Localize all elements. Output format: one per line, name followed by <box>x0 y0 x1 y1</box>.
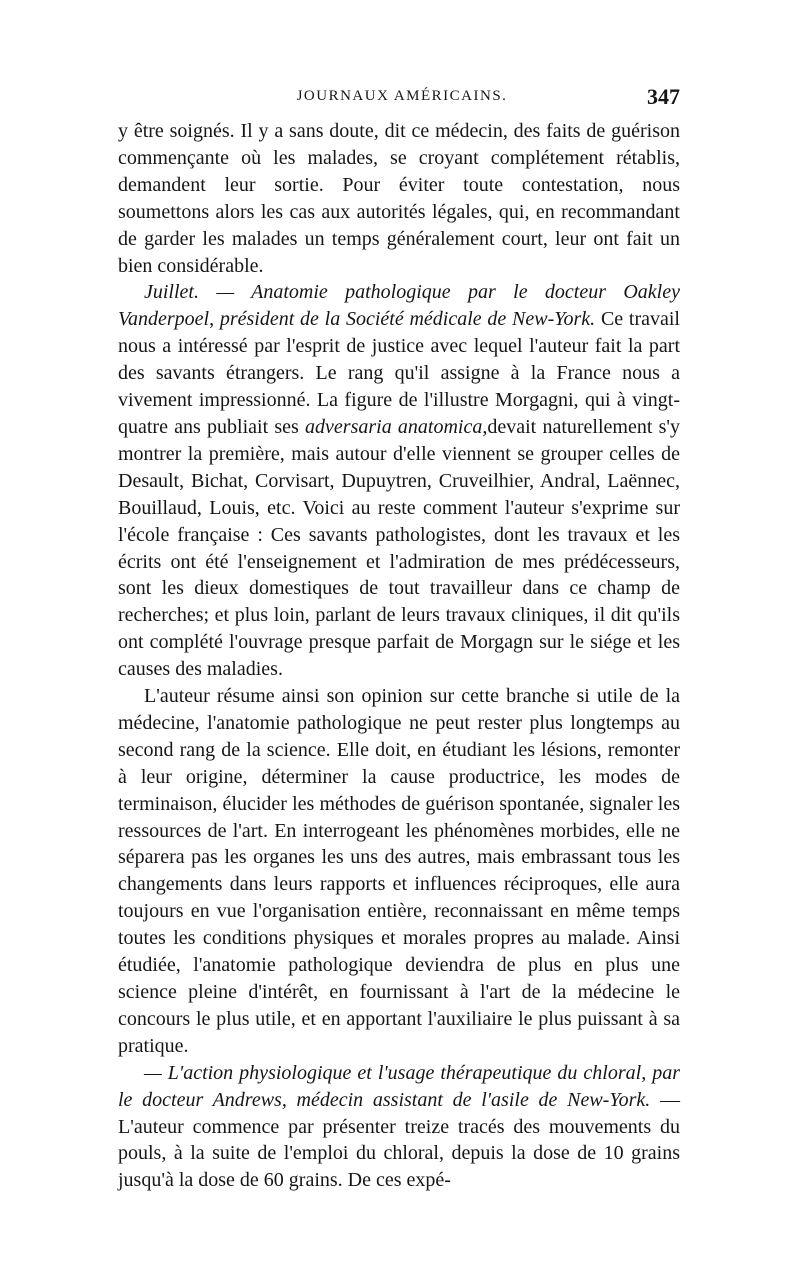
paragraph-2 <box>118 279 680 683</box>
paragraph-4 <box>118 1060 680 1195</box>
paragraph-2-text-2: ,devait naturellement s'y montrer la première, mais autour d'elle viennent se grouper celles de Desault, Bichat, Corvisart, Dupuytren, Cruveilhier, Andral, Laënnec, Bouillaud, Louis, etc. Voici au reste comment l'auteur s'exprime sur l'école française : Ces savants pathologistes, dont les travaux et les écrits ont été l'enseignement et l'admiration de mes prédécesseurs, sont les dieux domestiques de tout travailleur dans ce champ de recherches; et plus loin, parlant de leurs travaux cliniques, il dit qu'ils ont complété l'ouvrage presque parfait de Morgagn sur le siége et les causes des maladies. <box>118 415 680 681</box>
section-heading-juillet: Juillet. — Anatomie pathologique par le docteur Oakley Vanderpoel, président de la Société médicale de New-York. <box>118 281 680 331</box>
running-header <box>118 84 680 114</box>
running-title: JOURNAUX AMÉRICAINS. <box>296 88 508 104</box>
paragraph-4-text: — L'auteur commence par présenter treize tracés des mouvements du pouls, à la suite de l'emploi du chloral, depuis la dose de 10 grains jusqu'à la dose de 60 grains. De ces expé- <box>118 1088 680 1192</box>
page-number: 347 <box>647 84 680 109</box>
paragraph-2-text-1: Ce travail nous a intéressé par l'esprit de justice avec lequel l'auteur fait la part des savants étrangers. Le rang qu'il assigne à la France nous a vivement impressionné. La figure de l'illustre Morgagni, qui à vingt-quatre ans publiait ses <box>118 308 680 438</box>
work-title-adversaria: adversaria anatomica <box>305 415 483 438</box>
body-text <box>118 118 680 1194</box>
section-heading-chloral: — L'action physiologique et l'usage thérapeutique du chloral, par le docteur Andrews, médecin assistant de l'asile de New-York. <box>118 1061 680 1111</box>
paragraph-3: L'auteur résume ainsi son opinion sur cette branche si utile de la médecine, l'anatomie pathologique ne peut rester plus longtemps au second rang de la science. Elle doit, en étudiant les lésions, remonter à leur origine, déterminer la cause productrice, les modes de terminaison, élucider les méthodes de guérison spontanée, signaler les ressources de l'art. En interrogeant les phénomènes morbides, elle ne séparera pas les organes les uns des autres, mais embrassant tous les changements dans leurs rapports et influences réciproques, elle aura toujours en vue l'organisation entière, reconnaissant en même temps toutes les conditions physiques et morales propres au malade. Ainsi étudiée, l'anatomie pathologique deviendra de plus en plus une science pleine d'intérêt, en fournissant à l'art de la médecine le concours le plus utile, et en apportant l'auxiliaire le plus puissant à sa pratique. <box>118 685 680 1057</box>
paragraph-1: y être soignés. Il y a sans doute, dit ce médecin, des faits de guérison commençante où les malades, se croyant complétement rétablis, demandent leur sortie. Pour éviter toute contestation, nous soumettons alors les cas aux autorités légales, qui, en recommandant de garder les malades un temps généralement court, leur ont fait un bien considérable. <box>118 120 680 277</box>
